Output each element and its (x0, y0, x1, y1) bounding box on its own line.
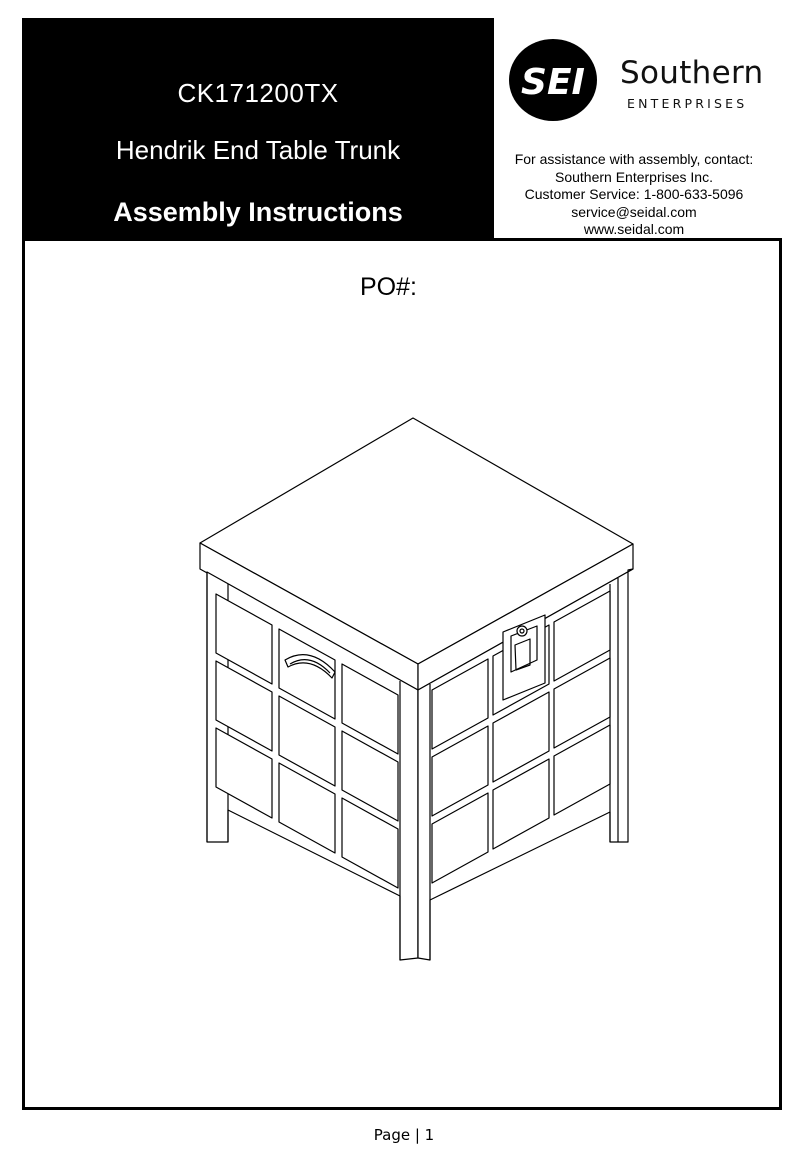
logo-lettering: SEI (521, 62, 585, 103)
document-title: Assembly Instructions (113, 197, 403, 227)
brand-name: Southern (620, 55, 764, 91)
page-number: Page | 1 (373, 1126, 435, 1144)
contact-line: Southern Enterprises Inc. (555, 168, 713, 185)
title-banner (22, 18, 494, 240)
end-table-trunk-illustration (190, 410, 640, 970)
model-number: CK171200TX (177, 78, 339, 108)
contact-website: www.seidal.com (583, 221, 685, 237)
product-name: Hendrik End Table Trunk (115, 135, 401, 165)
contact-line: For assistance with assembly, contact: (514, 151, 754, 167)
contact-phone: Customer Service: 1-800-633-5096 (524, 186, 744, 202)
brand-subtitle: ENTERPRISES (627, 96, 748, 111)
contact-email: service@seidal.com (571, 203, 697, 220)
contact-block (496, 151, 772, 239)
po-label: PO#: (360, 273, 417, 301)
